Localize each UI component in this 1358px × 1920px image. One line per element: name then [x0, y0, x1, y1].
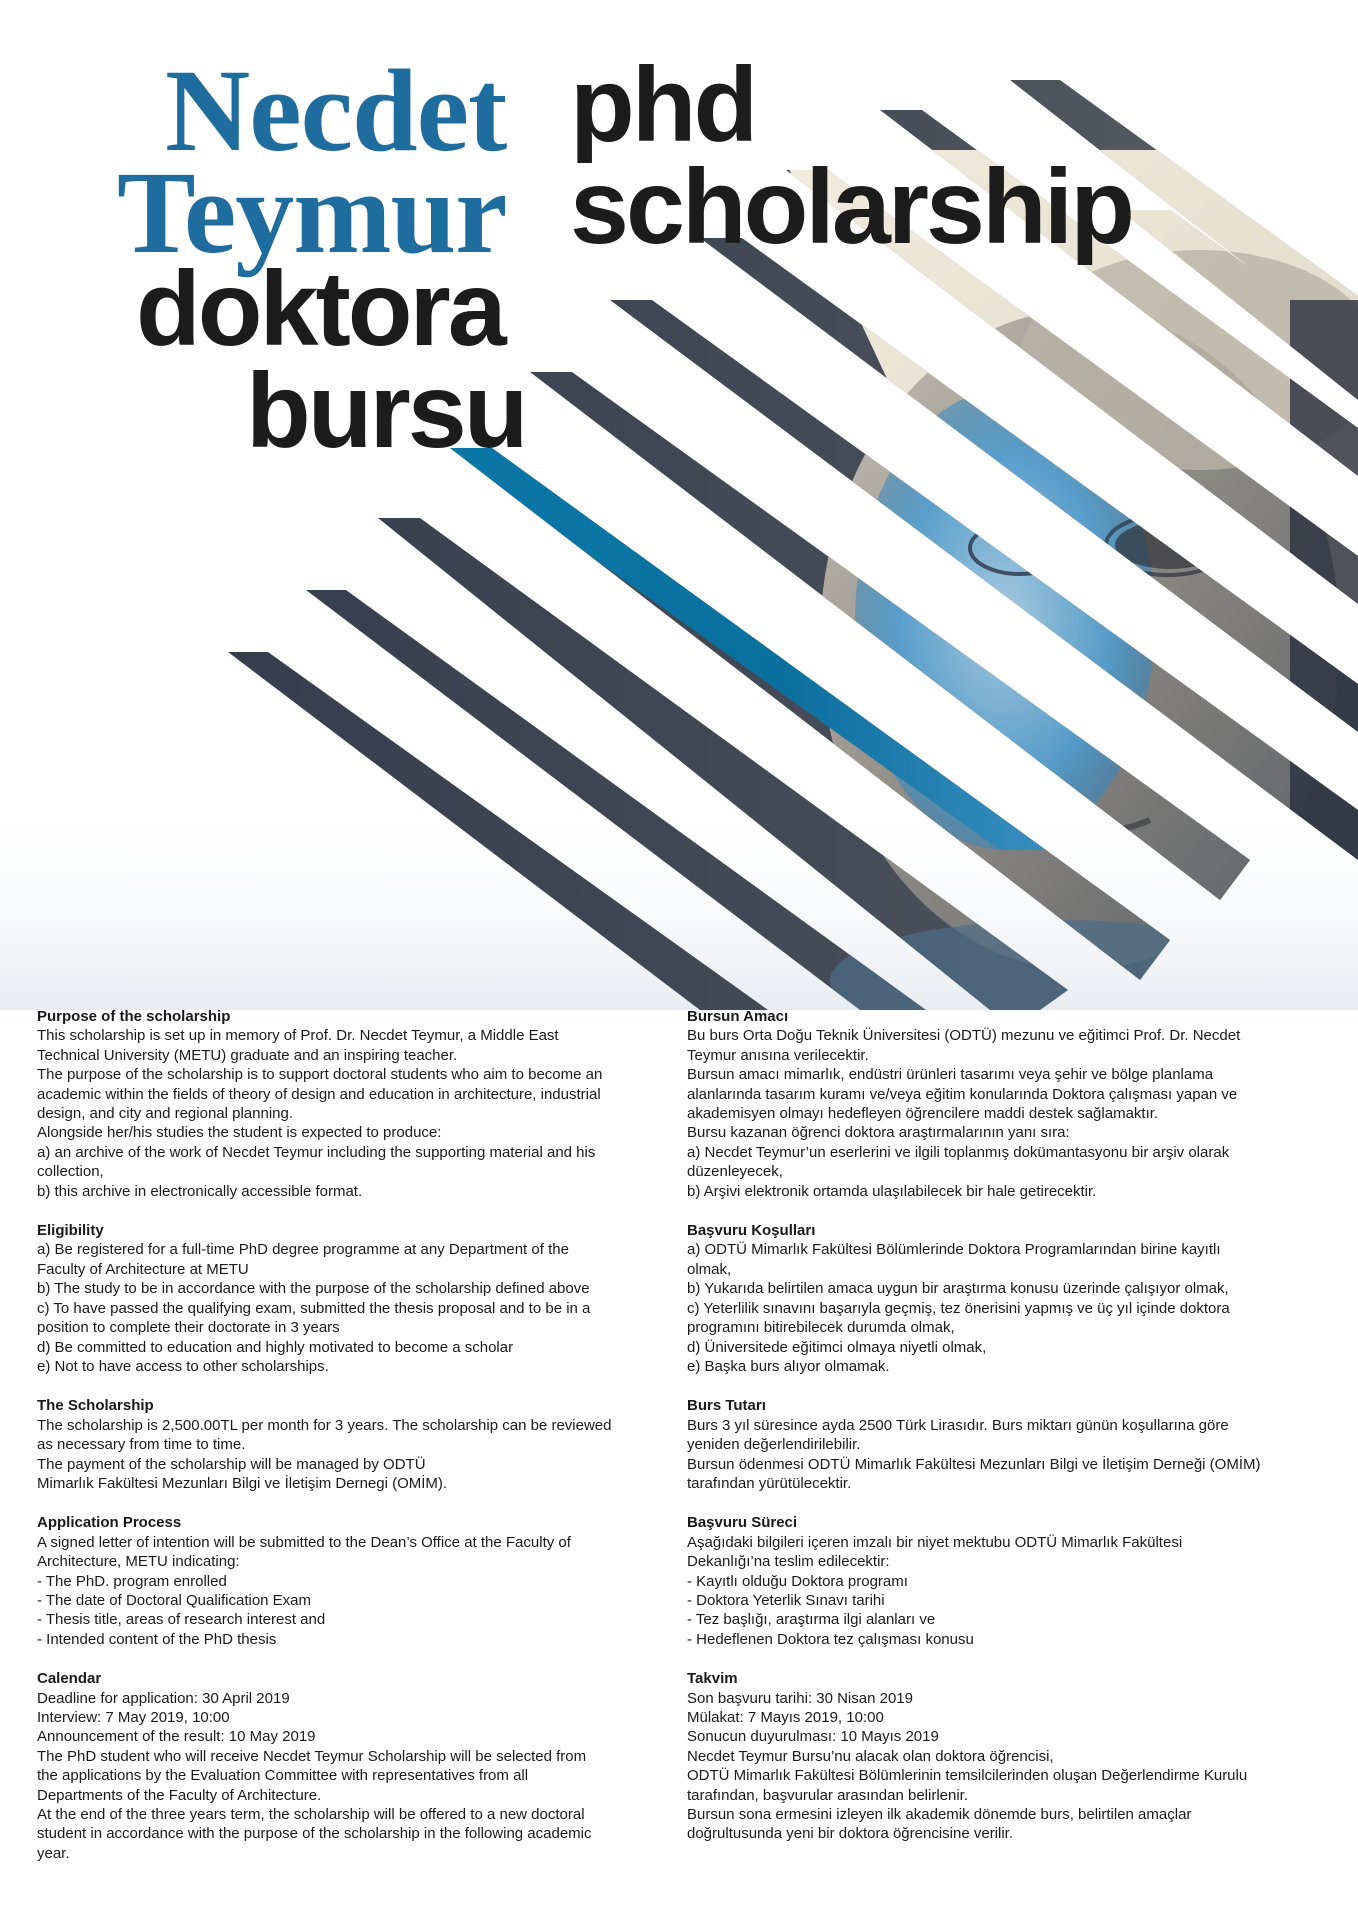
section-burs-tutari	[687, 1396, 1312, 1493]
text-line: as necessary from time to time.	[37, 1436, 246, 1454]
text-line: design, and city and regional planning.	[37, 1105, 294, 1123]
section-body	[37, 1416, 662, 1494]
section-heading: Application Process	[37, 1514, 182, 1532]
text-line: - Kayıtlı olduğu Doktora programı	[687, 1572, 908, 1590]
title-phd: phd	[570, 46, 756, 164]
text-line: Bursu kazanan öğrenci doktora araştırmalarının yanı sıra:	[687, 1124, 1070, 1142]
english-column	[37, 1007, 662, 1883]
text-line: tarafından yürütülecektir.	[687, 1474, 852, 1492]
text-line: Departments of the Faculty of Architecture.	[37, 1786, 322, 1804]
text-line: academic within the fields of theory of design and education in architecture, industrial	[37, 1085, 601, 1103]
text-line: d) Be committed to education and highly motivated to become a scholar	[37, 1338, 514, 1356]
turkish-column	[687, 1007, 1312, 1864]
title-name-first: Necdet	[165, 45, 507, 176]
text-line: A signed letter of intention will be submitted to the Dean’s Office at the Faculty of	[37, 1533, 571, 1551]
section-the-scholarship	[37, 1396, 662, 1493]
text-line: - Intended content of the PhD thesis	[37, 1630, 277, 1648]
text-line: This scholarship is set up in memory of Prof. Dr. Necdet Teymur, a Middle East	[37, 1027, 559, 1045]
text-line: Bursun amacı mimarlık, endüstri ürünleri tasarımı veya şehir ve bölge planlama	[687, 1066, 1214, 1084]
section-application-process	[37, 1513, 662, 1649]
text-line: Teymur anısına verilecektir.	[687, 1046, 869, 1064]
text-line: düzenleyecek,	[687, 1163, 783, 1181]
text-line: Deadline for application: 30 April 2019	[37, 1689, 290, 1707]
section-body	[687, 1416, 1312, 1494]
text-line: Bursun sona ermesini izleyen ilk akademik dönemde burs, belirtilen amaçlar	[687, 1806, 1192, 1824]
text-line: At the end of the three years term, the scholarship will be offered to a new doctoral	[37, 1806, 585, 1824]
text-line: position to complete their doctorate in 3 years	[37, 1319, 340, 1337]
text-line: b) Arşivi elektronik ortamda ulaşılabilecek bir hale getirecektir.	[687, 1182, 1097, 1200]
text-line: Interview: 7 May 2019, 10:00	[37, 1709, 230, 1726]
text-line: - Tez başlığı, araştırma ilgi alanları ve	[687, 1611, 936, 1629]
section-body	[37, 1533, 662, 1649]
text-line: a) Necdet Teymur’un eserlerini ve ilgili toplanmış dokümantasyonu bir arşiv olarak	[687, 1143, 1230, 1161]
text-line: doğrultusunda yeni bir doktora öğrencisine verilir.	[687, 1825, 1014, 1843]
text-line: b) this archive in electronically accessible format.	[37, 1182, 363, 1200]
section-body	[37, 1240, 662, 1376]
text-line: yeniden değerlendirilebilir.	[687, 1436, 861, 1454]
text-line: d) Üniversitede eğitimci olmaya niyetli olmak,	[687, 1338, 987, 1356]
text-line: Architecture, METU indicating:	[37, 1553, 240, 1571]
text-line: c) Yeterlilik sınavını başarıyla geçmiş, tez önerisini yapmış ve üç yıl içinde doktora	[687, 1299, 1230, 1317]
text-line: - The date of Doctoral Qualification Exam	[37, 1591, 312, 1609]
text-line: a) ODTÜ Mimarlık Fakültesi Bölümlerinde Doktora Programlarından birine kayıtlı	[687, 1241, 1221, 1259]
text-line: - Doktora Yeterlik Sınavı tarihi	[687, 1591, 885, 1609]
text-line: a) Be registered for a full-time PhD degree programme at any Department of the	[37, 1241, 569, 1259]
text-line: The purpose of the scholarship is to support doctoral students who aim to become an	[37, 1066, 603, 1084]
text-line: Burs 3 yıl süresince ayda 2500 Türk Lirasıdır. Burs miktarı günün koşullarına göre	[687, 1416, 1229, 1434]
section-body	[687, 1240, 1312, 1376]
text-line: olmak,	[687, 1260, 732, 1278]
section-body	[37, 1026, 662, 1201]
text-line: Bu burs Orta Doğu Teknik Üniversitesi (ODTÜ) mezunu ve eğitimci Prof. Dr. Necdet	[687, 1027, 1241, 1045]
section-heading: Başvuru Koşulları	[687, 1222, 816, 1240]
text-line: Mimarlık Fakültesi Mezunları Bilgi ve İletişim Dernegi (OMİM).	[37, 1474, 448, 1492]
text-line: - Hedeflenen Doktora tez çalışması konusu	[687, 1630, 974, 1648]
text-line: b) Yukarıda belirtilen amaca uygun bir araştırma konusu üzerinde çalışıyor olmak,	[687, 1280, 1229, 1298]
text-line: Bursun ödenmesi ODTÜ Mimarlık Fakültesi Mezunları Bilgi ve İletişim Derneği (OMİM)	[687, 1455, 1261, 1473]
text-line: - The PhD. program enrolled	[37, 1572, 227, 1590]
text-line: a) an archive of the work of Necdet Teymur including the supporting material and his	[37, 1143, 596, 1161]
section-heading: Eligibility	[37, 1222, 104, 1240]
text-line: - Thesis title, areas of research interest and	[37, 1611, 326, 1629]
text-line: Mülakat: 7 Mayıs 2019, 10:00	[687, 1709, 884, 1726]
section-calendar	[37, 1669, 662, 1863]
section-body	[687, 1533, 1312, 1649]
section-heading: Calendar	[37, 1670, 102, 1688]
section-takvim	[687, 1669, 1312, 1844]
section-heading: Purpose of the scholarship	[37, 1008, 231, 1025]
title-bursu: bursu	[246, 352, 526, 470]
title-scholarship: scholarship	[570, 148, 1132, 266]
text-line: Sonucun duyurulması: 10 Mayıs 2019	[687, 1728, 939, 1746]
section-heading: Burs Tutarı	[687, 1397, 766, 1415]
section-heading: Takvim	[687, 1670, 738, 1688]
title-doktora: doktora	[136, 250, 504, 368]
section-basvuru-sureci	[687, 1513, 1312, 1649]
text-line: Technical University (METU) graduate and an inspiring teacher.	[37, 1046, 458, 1064]
section-heading: Başvuru Süreci	[687, 1514, 798, 1532]
text-line: Aşağıdaki bilgileri içeren imzalı bir niyet mektubu ODTÜ Mimarlık Fakültesi	[687, 1533, 1183, 1551]
section-bursun-amaci	[687, 1007, 1312, 1201]
text-line: Son başvuru tarihi: 30 Nisan 2019	[687, 1689, 913, 1707]
text-line: Alongside her/his studies the student is expected to produce:	[37, 1124, 442, 1142]
section-body	[687, 1689, 1312, 1844]
text-line: tarafından, başvurular arasından belirlenir.	[687, 1786, 969, 1804]
title-name-last: Teymur	[117, 147, 507, 278]
text-line: e) Başka burs alıyor olmamak.	[687, 1357, 890, 1375]
text-line: b) The study to be in accordance with the purpose of the scholarship defined above	[37, 1280, 590, 1298]
section-heading: Bursun Amacı	[687, 1008, 789, 1025]
text-line: e) Not to have access to other scholarships.	[37, 1357, 329, 1375]
text-line: Dekanlığı’na teslim edilecektir:	[687, 1553, 890, 1571]
text-line: alanlarında tasarım kuramı ve/veya eğitim konularında Doktora çalışması yapan ve	[687, 1085, 1238, 1103]
text-line: The payment of the scholarship will be managed by ODTÜ	[37, 1455, 426, 1473]
text-line: akademisyen olmayı hedefleyen öğrencilere maddi destek sağlamaktır.	[687, 1105, 1159, 1123]
section-heading: The Scholarship	[37, 1397, 154, 1415]
text-line: Necdet Teymur Bursu’nu alacak olan doktora öğrencisi,	[687, 1747, 1054, 1765]
text-line: year.	[37, 1844, 70, 1862]
section-body	[37, 1689, 662, 1864]
text-line: The PhD student who will receive Necdet Teymur Scholarship will be selected from	[37, 1747, 587, 1765]
text-line: student in accordance with the purpose of the scholarship in the following academic	[37, 1825, 592, 1843]
section-eligibility	[37, 1221, 662, 1376]
text-line: ODTÜ Mimarlık Fakültesi Bölümlerinin temsilcilerinden oluşan Değerlendirme Kurulu	[687, 1767, 1248, 1785]
text-line: c) To have passed the qualifying exam, submitted the thesis proposal and to be in a	[37, 1299, 591, 1317]
text-line: The scholarship is 2,500.00TL per month for 3 years. The scholarship can be reviewed	[37, 1416, 612, 1434]
text-line: Announcement of the result: 10 May 2019	[37, 1728, 316, 1746]
text-line: programını bitirebilecek durumda olmak,	[687, 1319, 955, 1337]
section-basvuru-kosullari	[687, 1221, 1312, 1376]
section-purpose	[37, 1007, 662, 1201]
section-body	[687, 1026, 1312, 1201]
text-line: the applications by the Evaluation Committee with representatives from all	[37, 1767, 529, 1785]
text-line: collection,	[37, 1163, 104, 1181]
text-line: Faculty of Architecture at METU	[37, 1260, 249, 1278]
